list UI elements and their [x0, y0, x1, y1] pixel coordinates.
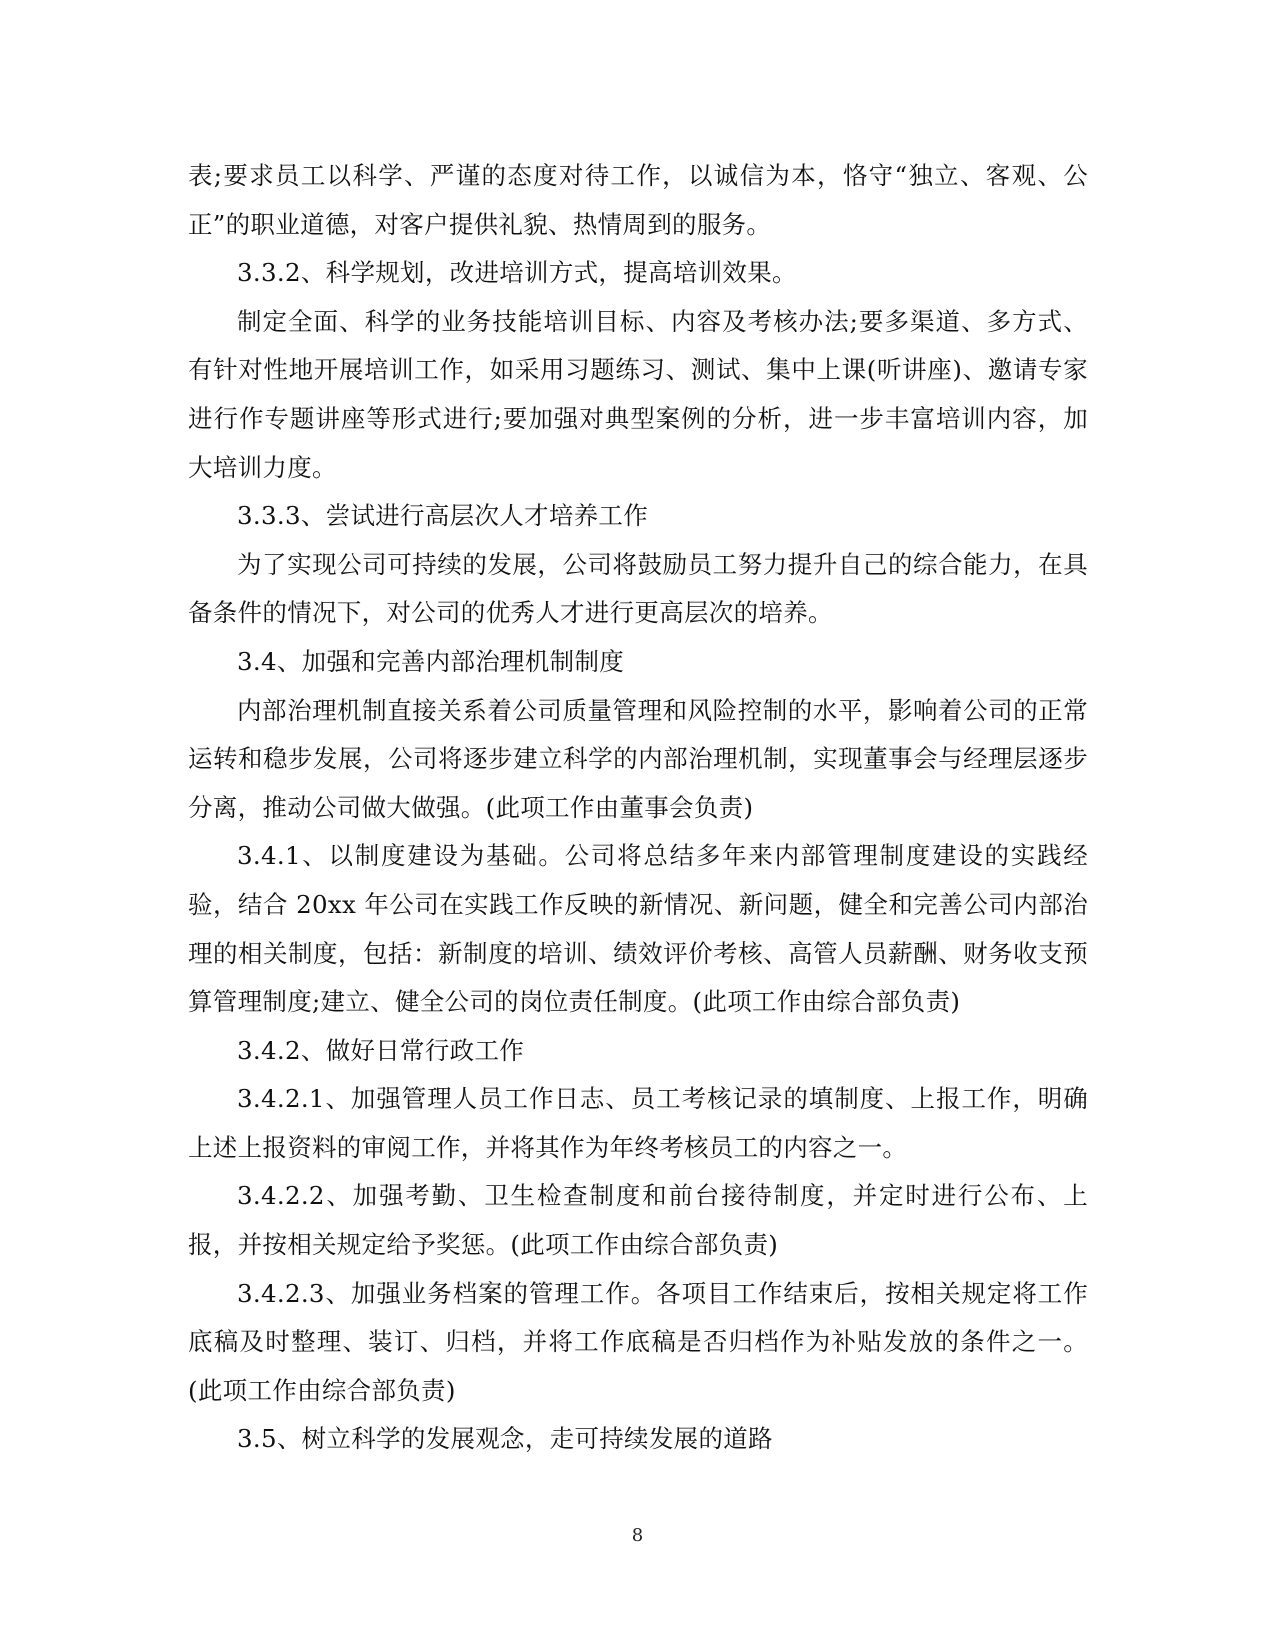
section-heading-3-3-3: 3.3.3、尝试进行高层次人才培养工作	[237, 501, 649, 531]
section-heading-3-4-2: 3.4.2、做好日常行政工作	[237, 1035, 525, 1065]
paragraph-3-4-2-1: 3.4.2.1、加强管理人员工作日志、员工考核记录的填制度、上报工作，明确上述上报资料的审阅工作，并将其作为年终考核员工的内容之一。	[188, 1084, 1088, 1162]
document-body	[188, 152, 1088, 1464]
paragraph-3-4-1: 3.4.1、以制度建设为基础。公司将总结多年来内部管理制度建设的实践经验，结合 20xx 年公司在实践工作反映的新情况、新问题，健全和完善公司内部治理的相关制度，包括：新制度的培训、绩效评价考核、高管人员薪酬、财务收支预算管理制度;建立、健全公司的岗位责任制度。(此项工作由综合部负责)	[188, 841, 1088, 1017]
paragraph-2: 制定全面、科学的业务技能培训目标、内容及考核办法;要多渠道、多方式、有针对性地开展培训工作，如采用习题练习、测试、集中上课(听讲座)、邀请专家进行作专题讲座等形式进行;要加强对典型案例的分析，进一步丰富培训内容，加大培训力度。	[188, 306, 1088, 482]
section-heading-3-4: 3.4、加强和完善内部治理机制制度	[237, 646, 625, 676]
page-number: 8	[631, 1525, 644, 1546]
paragraph-3-4-2-2: 3.4.2.2、加强考勤、卫生检查制度和前台接待制度，并定时进行公布、上报，并按相关规定给予奖惩。(此项工作由综合部负责)	[188, 1181, 1088, 1260]
paragraph-3-4-2-3: 3.4.2.3、加强业务档案的管理工作。各项目工作结束后，按相关规定将工作底稿及时整理、装订、归档，并将工作底稿是否归档作为补贴发放的条件之一。(此项工作由综合部负责)	[188, 1278, 1088, 1405]
section-heading-3-3-2: 3.3.2、科学规划，改进培训方式，提高培训效果。	[237, 258, 797, 288]
paragraph-4: 内部治理机制直接关系着公司质量管理和风险控制的水平，影响着公司的正常运转和稳步发展，公司将逐步建立科学的内部治理机制，实现董事会与经理层逐步分离，推动公司做大做强。(此项工作由董事会负责)	[188, 695, 1088, 822]
section-heading-3-5: 3.5、树立科学的发展观念，走可持续发展的道路	[237, 1424, 773, 1454]
paragraph-1: 表;要求员工以科学、严谨的态度对待工作，以诚信为本，恪守“独立、客观、公正”的职业道德，对客户提供礼貌、热情周到的服务。	[188, 161, 1088, 239]
paragraph-3: 为了实现公司可持续的发展，公司将鼓励员工努力提升自己的综合能力，在具备条件的情况下，对公司的优秀人才进行更高层次的培养。	[188, 549, 1088, 628]
